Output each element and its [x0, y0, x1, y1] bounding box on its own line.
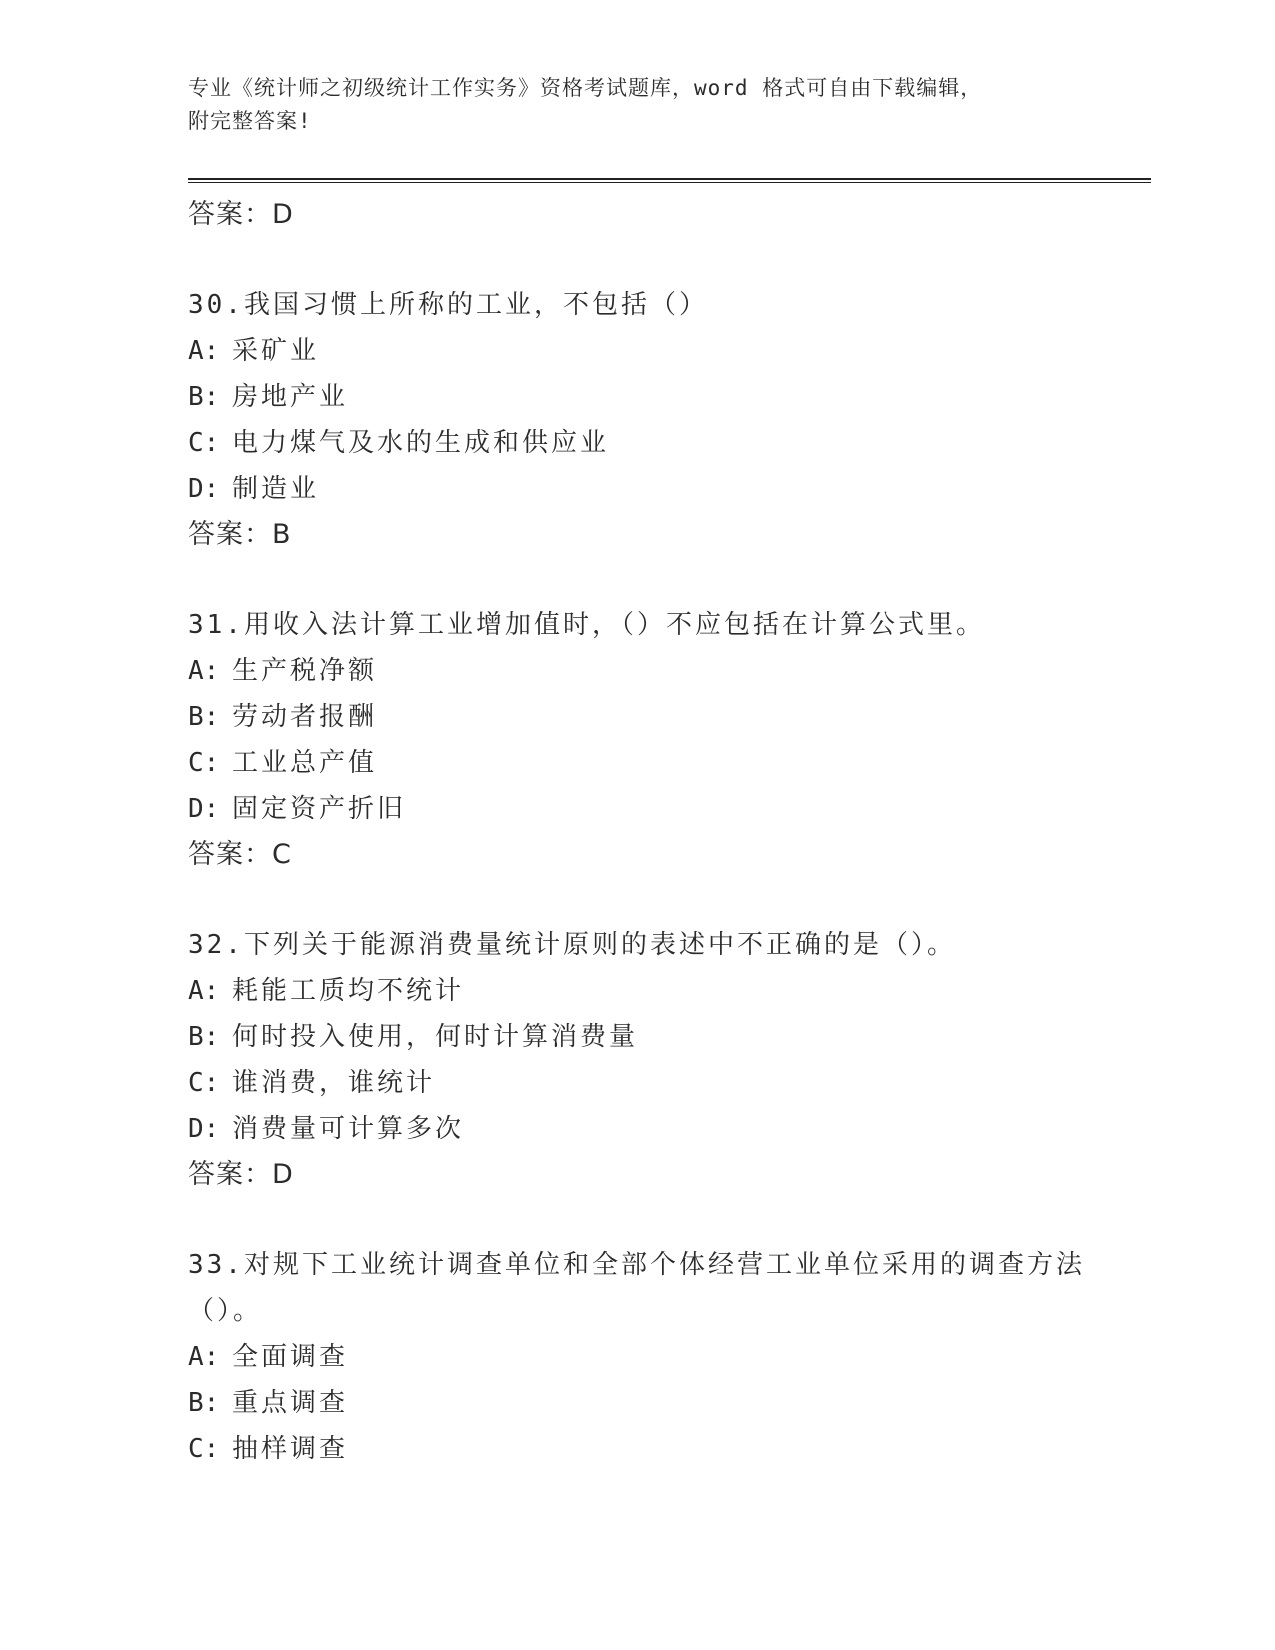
question-text: 31.用收入法计算工业增加值时，（）不应包括在计算公式里。 — [188, 610, 985, 640]
option-text: 消费量可计算多次 — [232, 1114, 465, 1144]
option-c — [188, 1060, 1151, 1106]
question-block — [188, 282, 1151, 558]
option-d — [188, 466, 1151, 512]
option-label: D: — [188, 1114, 220, 1144]
option-label: C: — [188, 1434, 220, 1464]
option-text: 固定资产折旧 — [232, 794, 407, 824]
option-label: B: — [188, 1022, 220, 1052]
question-text: 32.下列关于能源消费量统计原则的表述中不正确的是（）。 — [188, 930, 956, 960]
option-text: 劳动者报酬 — [232, 702, 378, 732]
option-text: 电力煤气及水的生成和供应业 — [232, 428, 610, 458]
option-label: C: — [188, 1068, 220, 1098]
answer: 答案：D — [188, 1159, 294, 1190]
option-c — [188, 1426, 1151, 1472]
option-a — [188, 328, 1151, 374]
answer: 答案：C — [188, 839, 292, 870]
option-label: B: — [188, 1388, 220, 1418]
header-line-2: 附完整答案! — [188, 109, 312, 133]
option-text: 耗能工质均不统计 — [232, 976, 465, 1006]
question-block — [188, 602, 1151, 878]
option-a — [188, 968, 1151, 1014]
option-text: 谁消费，谁统计 — [232, 1068, 436, 1098]
option-label: A: — [188, 336, 220, 366]
option-text: 全面调查 — [232, 1342, 349, 1372]
header-divider-thin — [188, 182, 1151, 183]
option-b — [188, 1380, 1151, 1426]
answer: 答案：B — [188, 519, 292, 550]
question-block — [188, 1242, 1151, 1472]
option-b — [188, 1014, 1151, 1060]
option-a — [188, 648, 1151, 694]
option-text: 生产税净额 — [232, 656, 378, 686]
option-d — [188, 1106, 1151, 1152]
option-label: A: — [188, 976, 220, 1006]
option-label: A: — [188, 656, 220, 686]
header-line-1: 专业《统计师之初级统计工作实务》资格考试题库，word 格式可自由下载编辑， — [188, 76, 983, 100]
option-text: 采矿业 — [232, 336, 320, 366]
option-text: 何时投入使用，何时计算消费量 — [232, 1022, 639, 1052]
option-text: 重点调查 — [232, 1388, 349, 1418]
option-text: 制造业 — [232, 474, 320, 504]
option-b — [188, 374, 1151, 420]
option-label: C: — [188, 748, 220, 778]
option-text: 抽样调查 — [232, 1434, 349, 1464]
option-b — [188, 694, 1151, 740]
option-text: 房地产业 — [232, 382, 349, 412]
option-label: B: — [188, 382, 220, 412]
header-divider — [188, 178, 1151, 180]
option-text: 工业总产值 — [232, 748, 378, 778]
question-block — [188, 922, 1151, 1198]
option-c — [188, 740, 1151, 786]
option-a — [188, 1334, 1151, 1380]
option-label: B: — [188, 702, 220, 732]
question-text-continued: （）。 — [188, 1296, 263, 1326]
option-d — [188, 786, 1151, 832]
option-label: D: — [188, 794, 220, 824]
question-list — [188, 192, 1151, 1472]
document-header — [188, 72, 1068, 138]
question-text: 33.对规下工业统计调查单位和全部个体经营工业单位采用的调查方法 — [188, 1250, 1085, 1280]
question-text: 30.我国习惯上所称的工业，不包括（） — [188, 290, 708, 320]
option-label: D: — [188, 474, 220, 504]
option-label: C: — [188, 428, 220, 458]
option-label: A: — [188, 1342, 220, 1372]
option-c — [188, 420, 1151, 466]
previous-answer: 答案：D — [188, 199, 294, 230]
